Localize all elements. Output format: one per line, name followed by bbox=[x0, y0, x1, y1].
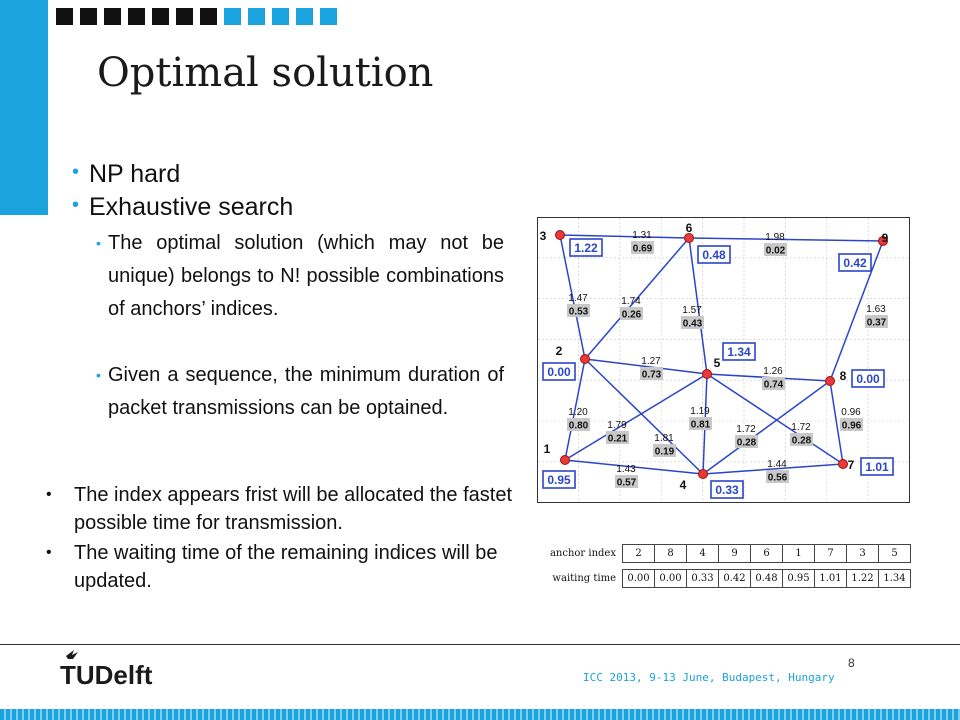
table-gap-row bbox=[536, 563, 911, 570]
page-title: Optimal solution bbox=[97, 50, 434, 96]
sub-bullet-text: Given a sequence, the minimum duration of packet transmissions can be optained. bbox=[108, 364, 504, 419]
waiting-time-cell: 0.95 bbox=[783, 570, 815, 588]
node-id-label: 4 bbox=[679, 478, 687, 492]
edge-weight-label: 0.80 bbox=[568, 420, 589, 432]
edge-label-5-7 bbox=[790, 422, 813, 447]
edge-distance-label: 1.19 bbox=[690, 406, 710, 417]
node-id-label: 7 bbox=[847, 458, 855, 472]
edge-distance-label: 1.44 bbox=[767, 459, 787, 470]
edge-weight-label: 0.37 bbox=[866, 317, 887, 329]
sub-bullet-text: The optimal solution (which may not be unique) belongs to N! possible combinations of anchors’ indices. bbox=[108, 232, 504, 320]
anchor-index-cell: 6 bbox=[751, 545, 783, 563]
edge-label-2-1 bbox=[567, 407, 590, 432]
edge-distance-label: 1.47 bbox=[568, 293, 588, 304]
node-wait-label: 1.34 bbox=[727, 345, 751, 359]
tudelft-logo bbox=[60, 650, 160, 690]
node-id-label: 1 bbox=[543, 442, 551, 456]
node-id-label: 5 bbox=[713, 356, 721, 370]
header-square bbox=[272, 8, 289, 25]
edge-label-4-7 bbox=[766, 459, 789, 484]
header-square bbox=[200, 8, 217, 25]
edge-label-3-6 bbox=[631, 230, 654, 255]
edge-weight-label: 0.28 bbox=[736, 437, 757, 449]
anchor-index-cell: 7 bbox=[815, 545, 847, 563]
edge-weight-label: 0.21 bbox=[607, 433, 628, 445]
node-id-label: 2 bbox=[555, 344, 563, 358]
note-text: The waiting time of the remaining indices will be updated. bbox=[74, 542, 498, 592]
edge-label-2-5 bbox=[640, 356, 663, 381]
node-wait-label: 1.22 bbox=[574, 241, 598, 255]
waiting-time-cell: 1.34 bbox=[879, 570, 911, 588]
edge-weight-label: 0.53 bbox=[568, 306, 589, 318]
edge-label-1-4 bbox=[615, 464, 638, 489]
edge-distance-label: 1.43 bbox=[616, 464, 636, 475]
node-wait-label: 0.42 bbox=[843, 256, 867, 270]
edge-label-5-8 bbox=[762, 366, 785, 391]
footer-divider bbox=[0, 644, 960, 645]
waiting-time-cell: 0.00 bbox=[655, 570, 687, 588]
edge-weight-label: 0.74 bbox=[763, 379, 784, 391]
node-marker bbox=[561, 456, 570, 465]
anchor-index-cell: 2 bbox=[623, 545, 655, 563]
anchor-index-cell: 9 bbox=[719, 545, 751, 563]
footer-stripe bbox=[0, 709, 960, 720]
edge-weight-label: 0.69 bbox=[632, 243, 653, 255]
edge-label-2-6 bbox=[620, 296, 643, 321]
edge-weight-label: 0.57 bbox=[616, 477, 637, 489]
edge-weight-label: 0.43 bbox=[682, 318, 703, 330]
anchor-network-diagram bbox=[537, 217, 910, 503]
anchor-index-row bbox=[536, 545, 911, 563]
header-square bbox=[224, 8, 241, 25]
bullet-text: Exhaustive search bbox=[89, 193, 294, 221]
node-marker bbox=[556, 231, 565, 240]
tudelft-logo-wordmark: TUDelft bbox=[60, 660, 153, 690]
edge-weight-label: 0.56 bbox=[767, 472, 788, 484]
anchor-index-cell: 8 bbox=[655, 545, 687, 563]
anchor-index-cell: 5 bbox=[879, 545, 911, 563]
sub-bullet-optimal-solution: • The optimal solution (which may not be unique) belongs to N! possible combinations of anchors’ indices. bbox=[108, 227, 504, 326]
node-marker bbox=[581, 355, 590, 364]
page-number: 8 bbox=[848, 656, 855, 670]
edge-distance-label: 1.72 bbox=[736, 424, 756, 435]
header-square bbox=[152, 8, 169, 25]
header-square bbox=[296, 8, 313, 25]
node-wait-label: 0.48 bbox=[702, 248, 726, 262]
edge-label-6-5 bbox=[681, 305, 704, 330]
node-id-label: 8 bbox=[839, 369, 847, 383]
waiting-time-cell: 0.33 bbox=[687, 570, 719, 588]
edge-label-5-4 bbox=[689, 406, 712, 431]
node-wait-label: 0.00 bbox=[547, 365, 571, 379]
edge-weight-label: 0.28 bbox=[791, 435, 812, 447]
edge-weight-label: 0.96 bbox=[841, 420, 862, 432]
bullet-text: NP hard bbox=[89, 160, 181, 188]
accent-side-bar bbox=[0, 0, 48, 215]
edge-label-8-7 bbox=[840, 407, 863, 432]
waiting-time-cell: 0.00 bbox=[623, 570, 655, 588]
anchor-index-cell: 1 bbox=[783, 545, 815, 563]
node-wait-label: 0.95 bbox=[547, 473, 571, 487]
node-marker bbox=[839, 460, 848, 469]
edge-distance-label: 1.98 bbox=[765, 232, 785, 243]
footer-conference: ICC 2013, 9-13 June, Budapest, Hungary bbox=[583, 671, 835, 684]
edge-label-1-5 bbox=[606, 420, 629, 445]
edge-label-9-8 bbox=[865, 304, 888, 329]
header-square bbox=[320, 8, 337, 25]
anchor-index-cell: 3 bbox=[847, 545, 879, 563]
row-label-waiting-time: waiting time bbox=[552, 573, 616, 584]
edge-weight-label: 0.26 bbox=[621, 309, 642, 321]
note-text: The index appears frist will be allocated the fastet possible time for transmission. bbox=[74, 484, 513, 534]
sub-bullet-given-sequence: • Given a sequence, the minimum duration of packet transmissions can be optained. bbox=[108, 359, 504, 425]
edge-distance-label: 1.72 bbox=[791, 422, 811, 433]
anchor-waiting-table bbox=[536, 544, 911, 588]
node-id-label: 3 bbox=[539, 229, 547, 243]
edge-distance-label: 1.79 bbox=[607, 420, 627, 431]
header-square bbox=[56, 8, 73, 25]
header-square bbox=[80, 8, 97, 25]
flame-icon bbox=[66, 650, 78, 659]
edge-weight-label: 0.81 bbox=[690, 419, 711, 431]
edge-distance-label: 1.74 bbox=[621, 296, 641, 307]
edge-label-2-4 bbox=[653, 433, 676, 458]
edge-weight-label: 0.02 bbox=[765, 245, 786, 257]
node-marker bbox=[826, 377, 835, 386]
edge-distance-label: 1.57 bbox=[682, 305, 702, 316]
waiting-time-cell: 1.01 bbox=[815, 570, 847, 588]
node-marker bbox=[699, 470, 708, 479]
edge-weight-label: 0.73 bbox=[641, 369, 662, 381]
node-wait-label: 0.00 bbox=[856, 372, 880, 386]
waiting-time-cell: 0.42 bbox=[719, 570, 751, 588]
node-wait-label: 0.33 bbox=[715, 483, 739, 497]
edge-label-3-2 bbox=[567, 293, 590, 318]
edge-label-6-9 bbox=[764, 232, 787, 257]
anchor-index-cell: 4 bbox=[687, 545, 719, 563]
header-square bbox=[176, 8, 193, 25]
edge-distance-label: 0.96 bbox=[841, 407, 861, 418]
waiting-time-cell: 1.22 bbox=[847, 570, 879, 588]
edge-distance-label: 1.81 bbox=[654, 433, 674, 444]
node-marker bbox=[703, 370, 712, 379]
header-square bbox=[104, 8, 121, 25]
edge-distance-label: 1.27 bbox=[641, 356, 661, 367]
node-id-label: 9 bbox=[881, 231, 889, 245]
header-square bbox=[248, 8, 265, 25]
node-id-label: 6 bbox=[685, 221, 693, 235]
edge-weight-label: 0.19 bbox=[654, 446, 675, 458]
waiting-time-cell: 0.48 bbox=[751, 570, 783, 588]
node-wait-label: 1.01 bbox=[865, 460, 889, 474]
row-label-anchor-index: anchor index bbox=[549, 548, 616, 559]
edge-distance-label: 1.20 bbox=[568, 407, 588, 418]
edge-distance-label: 1.26 bbox=[763, 366, 783, 377]
waiting-time-row bbox=[536, 570, 911, 588]
edge-distance-label: 1.63 bbox=[866, 304, 886, 315]
edge-distance-label: 1.31 bbox=[632, 230, 652, 241]
edge-label-8-4 bbox=[735, 424, 758, 449]
header-square bbox=[128, 8, 145, 25]
